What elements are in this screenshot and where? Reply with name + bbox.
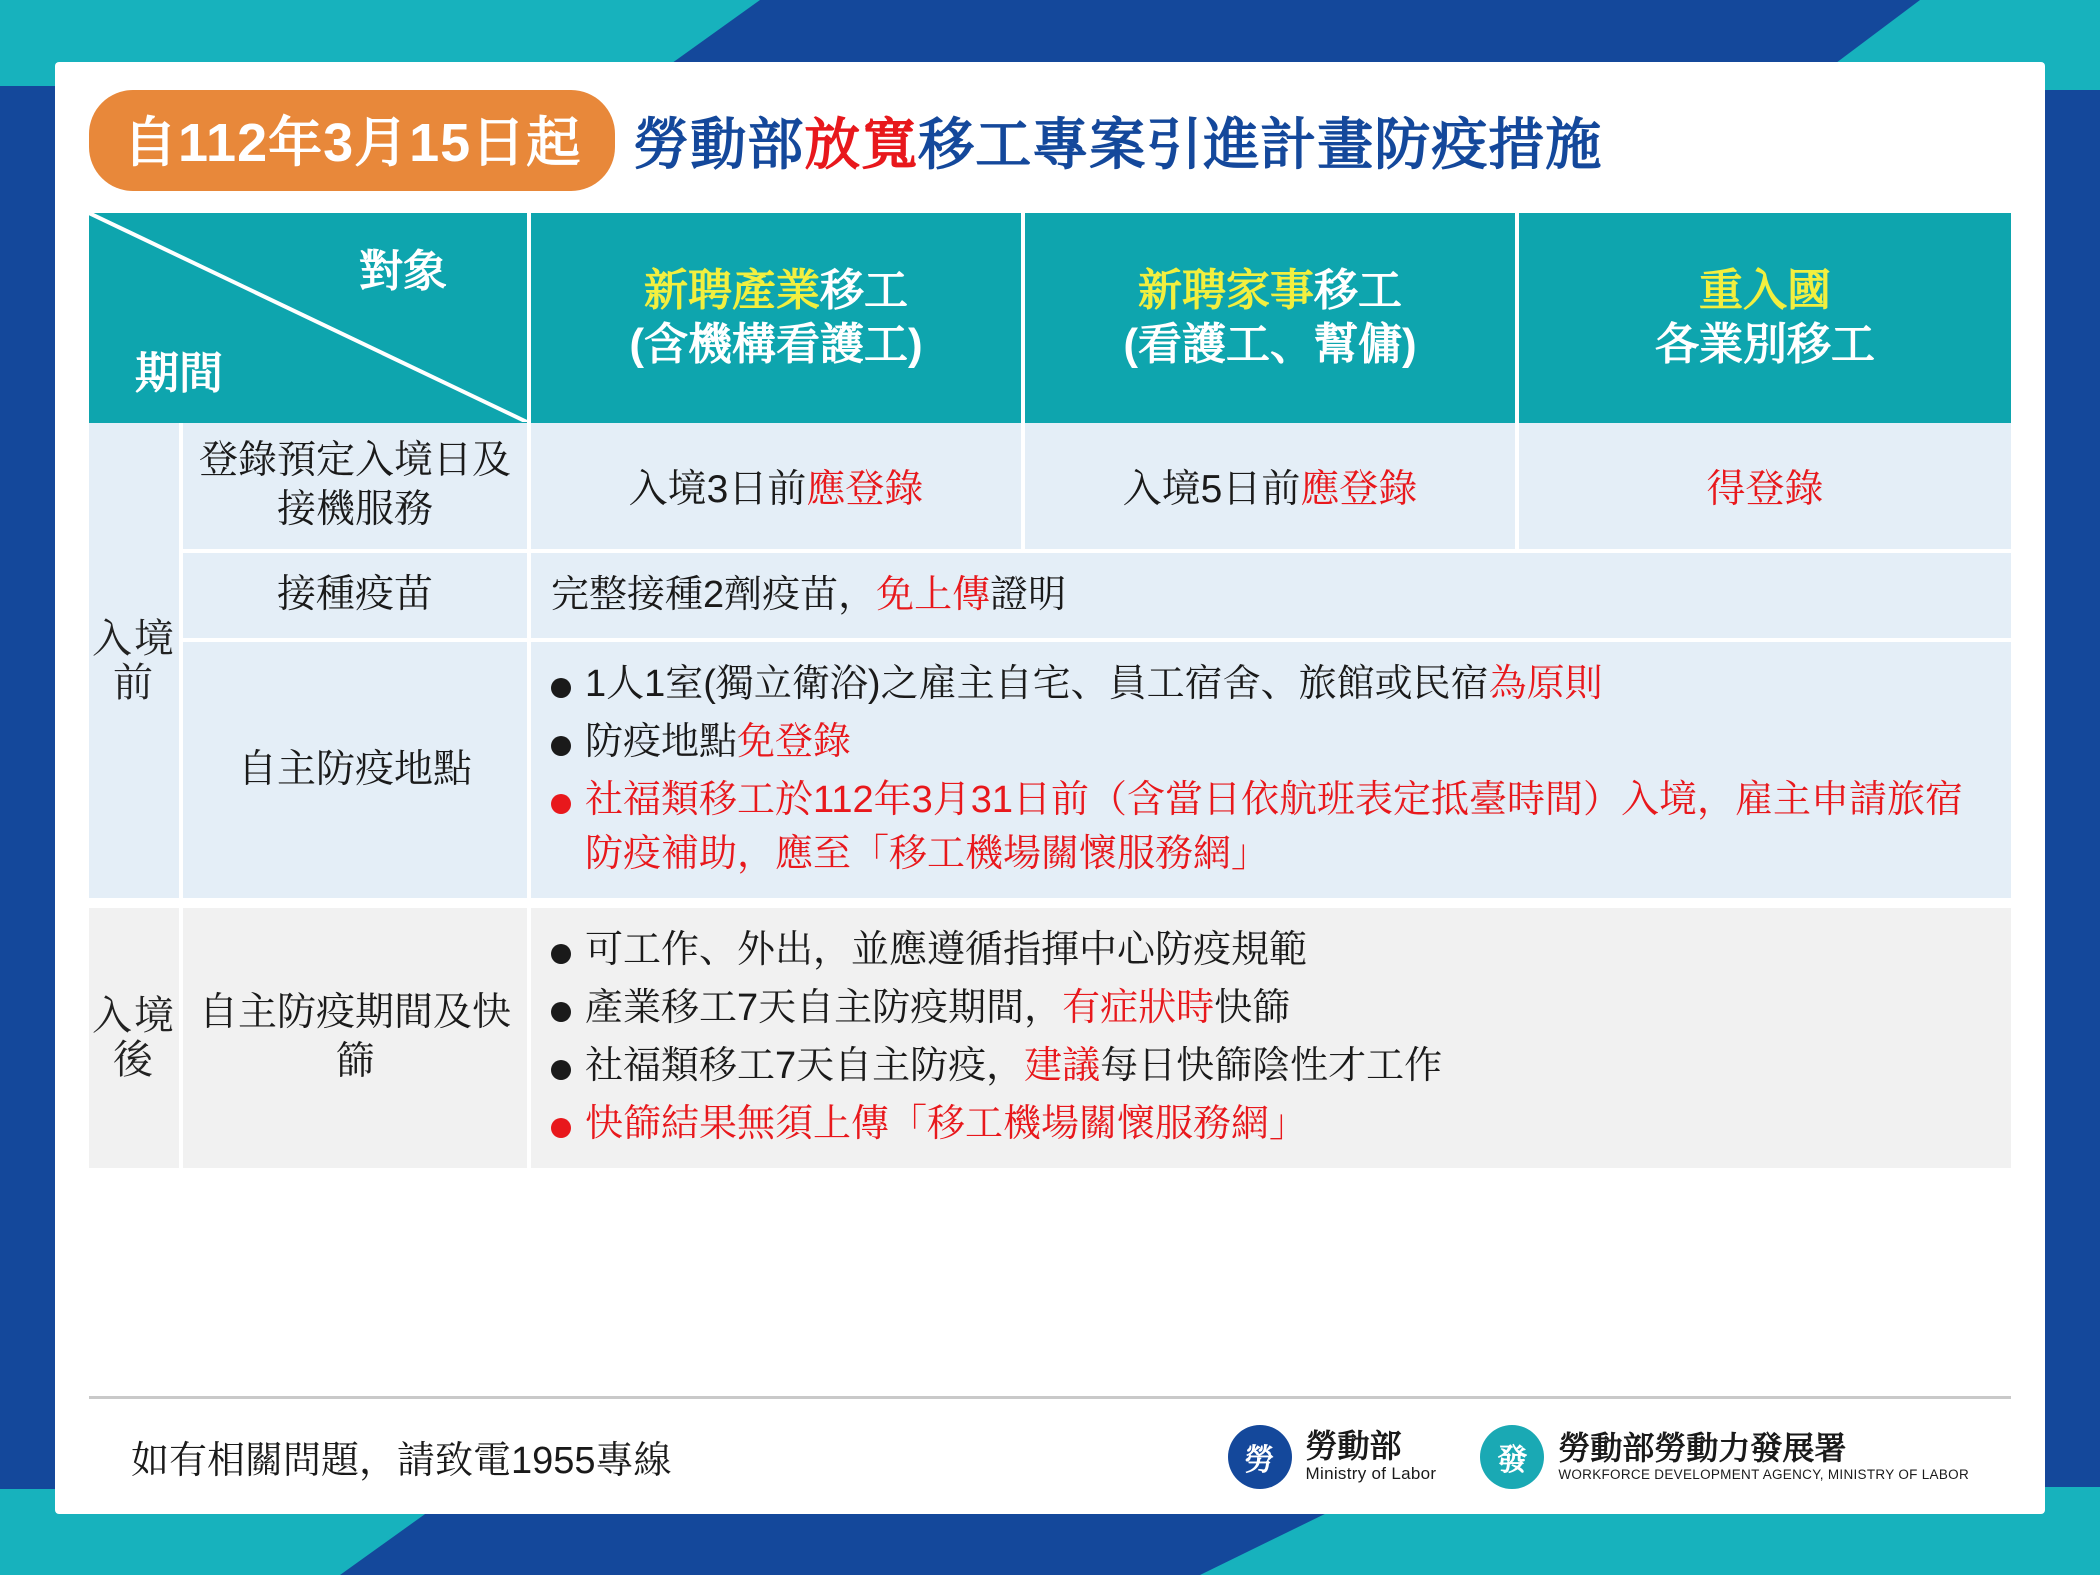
header-object-label: 對象: [359, 247, 447, 296]
cell-quarantine-location-merged: [529, 640, 2011, 898]
stage-label-before-entry: [89, 423, 181, 898]
list-item: [551, 982, 1997, 1036]
logo-1-name: 勞動部勞動力發展署: [1558, 1430, 1847, 1467]
cell-vaccination-merged: [529, 551, 2011, 641]
r3b2s2: 每日快篩陰性才工作: [1100, 1045, 1443, 1088]
bullet-text: 可工作、外出，並應遵循指揮中心防疫規範: [585, 929, 1308, 972]
logo-0-name: 勞動部: [1305, 1427, 1402, 1464]
bullet-dot-icon: [551, 1118, 571, 1138]
table-row: [89, 640, 2011, 898]
header-corner-cell: [89, 213, 529, 423]
cell-r0c0-red: 應登錄: [806, 467, 924, 511]
stage-after-entry-text: 入境後: [92, 994, 176, 1083]
r2b1s1: 免登錄: [737, 721, 852, 764]
cell-r1-red: 免上傳: [876, 573, 991, 616]
list-item: [551, 1098, 1997, 1152]
agency-seal-icon: 發: [1480, 1425, 1544, 1489]
bullet-dot-icon: [551, 1060, 571, 1080]
cell-r0c0-text: 入境3日前: [628, 467, 807, 511]
col1-line1-yellow: 新聘家事: [1138, 266, 1314, 316]
page-title: [633, 101, 1602, 181]
bullet-dot-icon: [551, 794, 571, 814]
col1-line1-white: 移工: [1314, 266, 1402, 316]
r3b1s0: 產業移工7天自主防疫期間，: [585, 987, 1063, 1030]
r2b1s0: 防疫地點: [585, 721, 738, 764]
col0-line1-white: 移工: [820, 266, 908, 316]
r2b0s0: 1人1室(獨立衛浴)之雇主自宅、員工宿舍、旅館或民宿: [585, 663, 1489, 706]
cell-r1-pre: 完整接種2劑疫苗，: [551, 573, 877, 616]
poster-footer: [89, 1396, 2011, 1514]
bullet-text: 社福類移工於112年3月31日前（含當日依航班表定抵臺時間）入境，雇主申請旅宿防疫補助，應至「移工機場關懷服務網」: [585, 779, 1963, 876]
logo-1-sub: WORKFORCE DEVELOPMENT AGENCY, MINISTRY OF LABOR: [1558, 1466, 1969, 1482]
list-item: [551, 716, 1997, 770]
bullet-dot-icon: [551, 736, 571, 756]
table-section-gap: [89, 898, 2011, 908]
title-part-1: 勞動部: [633, 112, 805, 176]
bullet-dot-icon: [551, 944, 571, 964]
row-item-registration: 登錄預定入境日及接機服務: [181, 423, 529, 551]
cell-registration-reentry: [1517, 423, 2011, 551]
list-item: [551, 924, 1997, 978]
row-item-vaccination: 接種疫苗: [181, 551, 529, 641]
stage-label-after-entry: [89, 908, 181, 1168]
r3b2s0: 社福類移工7天自主防疫，: [585, 1045, 1025, 1088]
column-header-reentry: [1517, 213, 2011, 423]
bullet-text: [585, 1040, 1997, 1094]
r3b1s2: 快篩: [1214, 987, 1291, 1030]
column-header-domestic: [1023, 213, 1517, 423]
content-card: [55, 62, 2045, 1514]
poster-header: [55, 62, 2045, 197]
col2-line1-yellow: 重入國: [1699, 266, 1831, 316]
cell-selftest-merged: [529, 908, 2011, 1168]
r3b1s1: 有症狀時: [1062, 987, 1215, 1030]
cell-registration-industrial: [529, 423, 1023, 551]
col0-line1-yellow: 新聘產業: [644, 266, 820, 316]
list-item: [551, 658, 1997, 712]
cell-r0c1-text: 入境5日前: [1122, 467, 1301, 511]
list-item: [551, 774, 1997, 882]
row-item-selftest-period: 自主防疫期間及快篩: [181, 908, 529, 1168]
row-item-quarantine-location: 自主防疫地點: [181, 640, 529, 898]
list-item: [551, 1040, 1997, 1094]
col2-line2: 各業別移工: [1655, 320, 1875, 369]
r2b0s1: 為原則: [1488, 663, 1603, 706]
cell-registration-domestic: [1023, 423, 1517, 551]
bullet-dot-icon: [551, 678, 571, 698]
bullet-dot-icon: [551, 1002, 571, 1022]
cell-r1-post: 證明: [990, 573, 1067, 616]
title-highlight: 放寬: [804, 112, 919, 176]
bullet-text: [585, 982, 1997, 1036]
r3b2s1: 建議: [1024, 1045, 1101, 1088]
logo-workforce-development-agency: [1480, 1425, 1969, 1489]
ministry-seal-icon: 勞: [1228, 1425, 1292, 1489]
footer-logos: [1228, 1425, 1969, 1489]
table-row: [89, 908, 2011, 1168]
measures-table: [89, 213, 2011, 1168]
bullet-text: [585, 658, 1997, 712]
column-header-industrial: [529, 213, 1023, 423]
col1-line2: (看護工、幫傭): [1123, 320, 1417, 369]
effective-date-badge: 自112年3月15日起: [89, 90, 615, 191]
header-period-label: 期間: [135, 349, 223, 398]
footer-hotline-note: 如有相關問題，請致電1955專線: [131, 1440, 672, 1482]
cell-r0c2-red: 得登錄: [1706, 467, 1824, 511]
table-row: [89, 551, 2011, 641]
logo-ministry-of-labor: [1228, 1425, 1437, 1489]
table-header-row: [89, 213, 2011, 423]
title-part-2: 移工專案引進計畫防疫措施: [918, 112, 1603, 176]
table-row: [89, 423, 2011, 551]
stage-before-entry-text: 入境前: [92, 616, 176, 705]
logo-0-sub: Ministry of Labor: [1305, 1464, 1437, 1484]
col0-line2: (含機構看護工): [629, 320, 923, 369]
bullet-text: [585, 716, 1997, 770]
cell-r0c1-red: 應登錄: [1300, 467, 1418, 511]
bullet-text: 快篩結果無須上傳「移工機場關懷服務網」: [585, 1103, 1308, 1146]
